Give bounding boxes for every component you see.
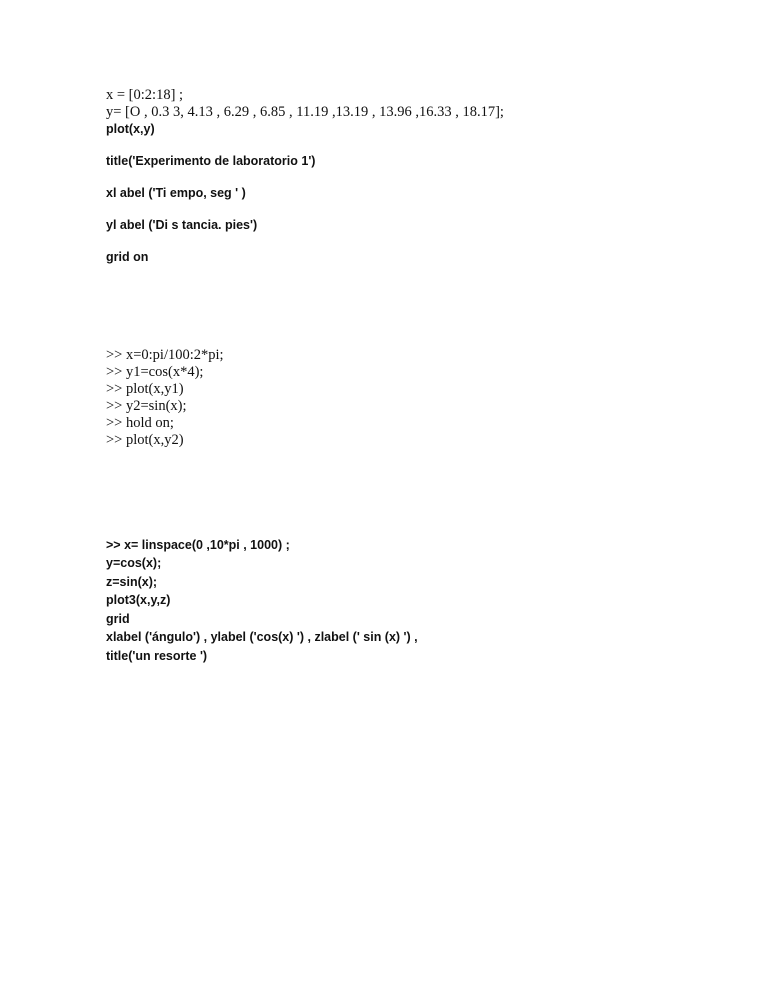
command-line: title('un resorte ') bbox=[106, 649, 208, 663]
code-line-y-vector: y= [O , 0.3 3, 4.13 , 6.29 , 6.85 , 11.19 ,13.19 , 13.96 ,16.33 , 18.17]; bbox=[106, 104, 504, 120]
command-line: y=cos(x); bbox=[106, 556, 162, 570]
code-line-grid: grid on bbox=[106, 250, 149, 264]
code-line-title: title('Experimento de laboratorio 1') bbox=[106, 154, 316, 168]
code-line-xlabel: xl abel ('Ti empo, seg ' ) bbox=[106, 186, 246, 200]
command-line: >> plot(x,y2) bbox=[106, 432, 184, 448]
code-line-plot: plot(x,y) bbox=[106, 122, 155, 136]
command-line: grid bbox=[106, 612, 130, 626]
command-line: >> plot(x,y1) bbox=[106, 381, 184, 397]
command-line: >> y2=sin(x); bbox=[106, 398, 187, 414]
command-line: plot3(x,y,z) bbox=[106, 593, 171, 607]
code-line-ylabel: yl abel ('Di s tancia. pies') bbox=[106, 218, 258, 232]
command-line: >> y1=cos(x*4); bbox=[106, 364, 204, 380]
command-line: xlabel ('ángulo') , ylabel ('cos(x) ') , zlabel (' sin (x) ') , bbox=[106, 630, 418, 644]
command-line: >> x= linspace(0 ,10*pi , 1000) ; bbox=[106, 538, 290, 552]
command-line: >> x=0:pi/100:2*pi; bbox=[106, 347, 224, 363]
command-line: z=sin(x); bbox=[106, 575, 158, 589]
code-line-x-vector: x = [0:2:18] ; bbox=[106, 87, 184, 103]
command-line: >> hold on; bbox=[106, 415, 174, 431]
